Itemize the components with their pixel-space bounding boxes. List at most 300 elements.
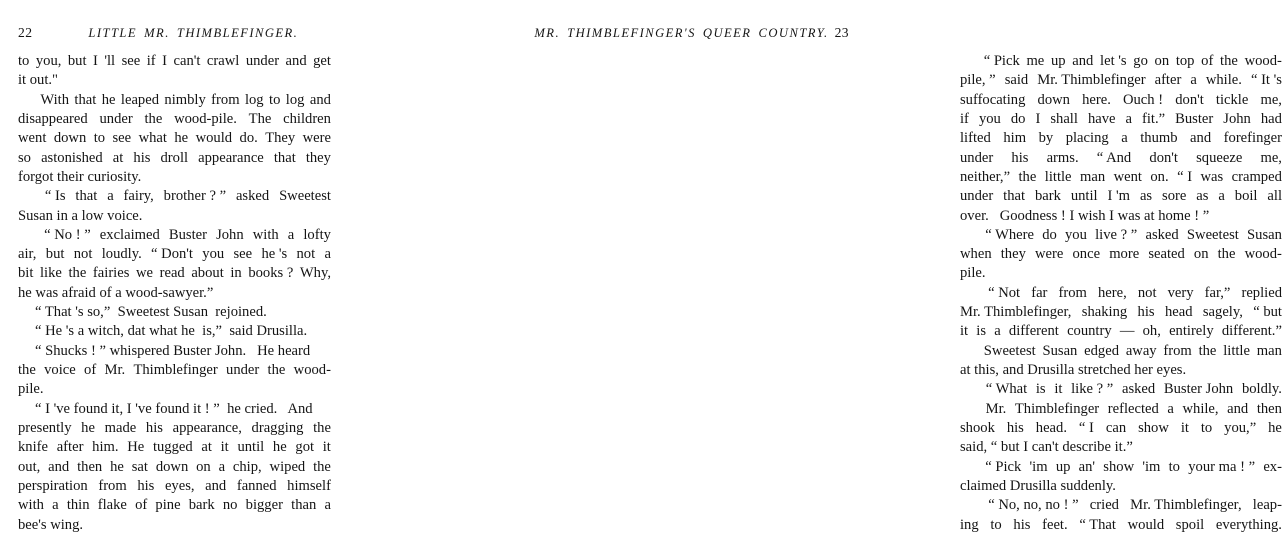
word: a	[324, 246, 331, 263]
word: let 's	[1100, 53, 1127, 69]
text-line	[18, 71, 331, 90]
word: “ Pick	[983, 53, 1020, 69]
word: boil	[1234, 188, 1258, 205]
word: Ouch !	[1122, 91, 1164, 108]
word: bit	[18, 265, 34, 282]
word: would	[1127, 516, 1165, 533]
word: pile.	[18, 381, 44, 398]
word: him	[1003, 130, 1027, 147]
word: once	[1072, 246, 1101, 263]
text-line	[18, 400, 331, 419]
word: he	[1268, 419, 1282, 436]
word: away	[1125, 342, 1157, 359]
word: fairies	[92, 265, 130, 282]
word: books ?	[248, 265, 294, 282]
text-line	[960, 91, 1282, 110]
word: ex-	[1263, 458, 1282, 475]
text-column-right	[960, 52, 1282, 535]
word: thumb	[1140, 130, 1178, 147]
word: were	[302, 130, 331, 147]
text-line	[18, 496, 331, 515]
word: “ What	[985, 381, 1028, 398]
text-line	[960, 303, 1282, 322]
word: appearance,	[172, 419, 242, 436]
word: and	[205, 477, 227, 494]
word: about	[191, 265, 224, 282]
paragraph-indent	[960, 284, 977, 303]
word: the	[1198, 342, 1217, 359]
word: arms.	[1046, 149, 1079, 166]
word: would	[195, 130, 233, 147]
word: neither,”	[960, 168, 1011, 185]
word: presently	[18, 419, 72, 436]
text-line	[18, 226, 331, 245]
word: pine	[155, 497, 181, 514]
word: John	[216, 226, 244, 243]
paragraph-indent	[960, 52, 977, 71]
word: you,	[35, 53, 62, 69]
word: different.”	[1221, 323, 1282, 340]
word: tugged	[152, 439, 193, 456]
word: droll	[160, 149, 189, 166]
word: man	[1079, 168, 1106, 185]
word: go	[1133, 53, 1148, 69]
word: then	[1256, 400, 1282, 417]
word: forgot their curiosity.	[18, 168, 142, 185]
word: country	[1067, 323, 1112, 340]
word: Sweetest	[983, 342, 1036, 359]
word: a	[52, 497, 59, 514]
word: when	[960, 246, 992, 263]
word: fit.”	[1142, 110, 1166, 127]
word: out,	[18, 458, 41, 475]
word: squeeze	[1196, 149, 1243, 166]
word: —	[1119, 323, 1135, 340]
word: man	[1256, 342, 1282, 359]
word: “ Pick	[985, 458, 1022, 475]
word: not	[73, 246, 93, 263]
word: entirely	[1169, 323, 1214, 340]
word: and	[48, 458, 70, 475]
word: the	[18, 362, 36, 378]
word: his	[137, 477, 155, 494]
word: do	[1042, 226, 1057, 243]
word: not	[1137, 284, 1157, 301]
word: me,	[1260, 91, 1282, 108]
word: an'	[1078, 458, 1096, 475]
word: said	[1004, 72, 1029, 89]
paragraph-indent	[960, 400, 977, 419]
text-line	[18, 477, 331, 496]
word: got	[295, 439, 315, 456]
word: The	[248, 110, 272, 127]
word: pile.	[960, 265, 986, 282]
word: all	[1267, 188, 1282, 205]
word: while,	[1182, 400, 1219, 417]
paragraph-indent	[960, 458, 977, 477]
word: leap-	[1252, 497, 1282, 514]
word: a	[1167, 400, 1174, 417]
word: “ I	[1177, 168, 1193, 185]
paragraph-indent	[960, 226, 977, 245]
word: “ I	[1078, 419, 1094, 436]
text-line	[960, 458, 1282, 477]
paragraph-indent	[960, 380, 977, 399]
text-line	[18, 91, 331, 110]
word: until	[237, 439, 265, 456]
word: that	[74, 91, 97, 108]
word: then	[77, 458, 103, 475]
word: astonished	[41, 149, 103, 166]
word: a	[1121, 130, 1128, 147]
word: “ but	[1253, 304, 1282, 321]
running-head-left	[18, 24, 330, 42]
word: Mr. Thimblefinger	[1037, 72, 1146, 89]
word: if	[960, 110, 969, 127]
paragraph-indent	[18, 187, 35, 206]
word: on	[1154, 53, 1170, 69]
word: do	[1010, 110, 1026, 127]
word: Mr.	[985, 400, 1007, 417]
word: that	[273, 149, 296, 166]
running-head-right	[527, 24, 849, 42]
word: it	[1180, 419, 1189, 436]
word: is	[1035, 381, 1046, 398]
word: to	[1168, 458, 1180, 475]
word: sagely,	[1202, 304, 1243, 321]
word: at	[112, 149, 124, 166]
word: the	[1217, 246, 1236, 263]
word: as	[1196, 188, 1209, 205]
word: of	[135, 497, 148, 514]
text-line	[960, 419, 1282, 438]
folio-left: 22	[18, 25, 33, 40]
text-line	[18, 187, 331, 206]
text-line	[960, 226, 1282, 245]
word: while.	[1205, 72, 1242, 89]
word: “ Don't	[151, 246, 193, 263]
word: it	[1054, 381, 1063, 398]
word: boldly.	[1241, 381, 1282, 398]
word: he	[174, 130, 189, 147]
word: me	[1026, 53, 1045, 69]
word: don't	[1149, 149, 1178, 166]
running-title-right: MR. THIMBLEFINGER'S QUEER COUNTRY.	[534, 26, 829, 40]
word: had	[1260, 110, 1282, 127]
text-line	[960, 438, 1282, 457]
word: head.	[1035, 419, 1067, 436]
text-line	[18, 516, 331, 535]
word: by	[1038, 130, 1054, 147]
word: more	[1109, 246, 1140, 263]
word: Thimblefinger	[1014, 400, 1100, 417]
word: down	[53, 130, 87, 147]
word: pile, ”	[960, 72, 996, 89]
word: to	[1200, 419, 1213, 436]
word: shaking	[1081, 304, 1128, 321]
word: Buster	[168, 226, 207, 243]
word: 'im	[1142, 458, 1161, 475]
word: tickle	[1215, 91, 1249, 108]
word: said, “ but I can't describe it.”	[960, 439, 1133, 456]
word: no	[222, 497, 238, 514]
word: 'll	[104, 53, 116, 69]
word: he	[110, 458, 124, 475]
text-line	[18, 245, 331, 264]
word: exclaimed	[99, 226, 160, 243]
word: the	[313, 419, 331, 436]
word: asked	[235, 188, 270, 205]
word: bark	[1034, 188, 1061, 205]
word: up	[1055, 458, 1071, 475]
text-line	[960, 52, 1282, 71]
text-column-left	[18, 52, 331, 535]
word: that	[1003, 188, 1026, 205]
word: little	[1223, 342, 1250, 359]
word: to	[18, 53, 30, 69]
word: Susan	[1042, 342, 1078, 359]
word: Mr. Thimblefinger,	[1130, 497, 1242, 514]
word: log	[285, 91, 305, 108]
word: we	[135, 265, 154, 282]
text-line	[960, 361, 1282, 380]
word: went	[18, 130, 47, 147]
word: the	[144, 110, 163, 127]
word: the	[68, 265, 87, 282]
word: went	[1113, 168, 1142, 185]
word: a	[287, 226, 295, 243]
text-line	[960, 264, 1282, 283]
word: far,”	[1204, 284, 1231, 301]
word: Buster	[1175, 110, 1214, 127]
word: he	[101, 91, 116, 108]
running-title-left: LITTLE MR. THIMBLEFINGER.	[88, 26, 299, 40]
word: perspiration	[18, 477, 88, 494]
word: and	[309, 91, 331, 108]
word: from	[1058, 284, 1087, 301]
word: I	[93, 53, 98, 69]
word: asked	[1121, 381, 1156, 398]
word: what	[138, 130, 167, 147]
text-line	[960, 207, 1282, 226]
word: can't	[173, 53, 201, 69]
word: wood-	[1244, 246, 1282, 263]
word: after	[1154, 72, 1182, 89]
word: they	[1000, 246, 1026, 263]
word: the	[1220, 53, 1238, 69]
word: with	[18, 497, 44, 514]
text-line	[18, 129, 331, 148]
word: ing	[960, 516, 979, 533]
word: his	[133, 149, 151, 166]
word: different	[1008, 323, 1059, 340]
folio-right: 23	[834, 25, 849, 40]
word: “ No ! ”	[44, 226, 91, 243]
word: thin	[66, 497, 90, 514]
word: crawl	[206, 53, 240, 69]
word: bark	[188, 497, 215, 514]
word: children	[283, 110, 331, 127]
word: Sweetest	[279, 188, 331, 205]
word: under	[245, 53, 280, 69]
page-right	[432, 0, 1282, 533]
word: his	[1011, 149, 1029, 166]
word: and	[1190, 130, 1212, 147]
word: far	[1031, 284, 1048, 301]
word: bee's wing.	[18, 516, 84, 533]
word: up	[1050, 53, 1066, 69]
word: his	[1137, 304, 1155, 321]
word: don't	[1175, 91, 1204, 108]
word: they	[305, 149, 331, 166]
word: until	[1070, 188, 1098, 205]
word: air,	[18, 246, 37, 263]
word: dragging	[251, 419, 304, 436]
word: you	[202, 246, 225, 263]
paragraph-indent	[18, 91, 35, 110]
text-line	[18, 110, 331, 129]
word: little	[1044, 168, 1072, 185]
text-line	[960, 342, 1282, 361]
word: edged	[1084, 342, 1120, 359]
word: him.	[92, 439, 119, 456]
text-line	[960, 168, 1282, 187]
text-line	[18, 458, 331, 477]
word: I	[162, 53, 168, 69]
word: he	[81, 419, 95, 436]
text-line	[18, 284, 331, 303]
word: lifted	[960, 130, 991, 147]
word: eyes,	[164, 477, 195, 494]
text-line	[960, 110, 1282, 129]
word: but	[67, 53, 87, 69]
text-line	[18, 322, 331, 341]
text-line	[18, 303, 331, 322]
word: his	[145, 419, 163, 436]
word: “ Is	[44, 188, 66, 205]
word: a	[1125, 110, 1132, 127]
word: wood-	[1244, 53, 1282, 69]
word: disappeared	[18, 110, 88, 127]
word: down	[155, 458, 189, 475]
word: it	[220, 439, 229, 456]
word: is	[976, 323, 987, 340]
word: on.	[1150, 168, 1169, 185]
word: with	[252, 226, 279, 243]
text-line	[960, 380, 1282, 399]
word: Susan in a low voice.	[18, 207, 143, 224]
word: like ? ”	[1071, 381, 1114, 398]
word: from	[1163, 342, 1192, 359]
word: “ No, no, no ! ”	[988, 497, 1079, 514]
text-line	[960, 129, 1282, 148]
word: They	[265, 130, 296, 147]
word: 'im	[1029, 458, 1048, 475]
word: sore	[1162, 188, 1187, 205]
text-line	[960, 496, 1282, 515]
word: Thimblefinger	[133, 362, 218, 378]
word: wood-pile.	[174, 110, 237, 127]
word: it out."	[18, 72, 59, 89]
word: and	[285, 53, 307, 69]
word: lofty	[303, 226, 331, 243]
text-line	[18, 149, 331, 168]
paragraph-indent	[960, 496, 977, 515]
word: John	[1223, 110, 1251, 127]
word: Sweetest	[1186, 226, 1239, 243]
text-line	[960, 322, 1282, 341]
word: and	[1072, 53, 1094, 69]
word: have	[1087, 110, 1116, 127]
word: at this, and Drusilla stretched her eyes.	[960, 362, 1187, 378]
text-line	[18, 207, 331, 226]
word: everything.	[1215, 516, 1282, 533]
word: that	[75, 188, 98, 205]
word: a	[218, 458, 226, 475]
paragraph-indent	[960, 342, 977, 361]
word: log	[244, 91, 264, 108]
word: see	[233, 246, 253, 263]
word: were	[1035, 246, 1064, 263]
word: Mr. Thimblefinger,	[960, 304, 1072, 321]
word: “ He 's a witch, dat what he is,” said Drusilla.	[35, 323, 308, 340]
word: sat	[131, 458, 148, 475]
word: your ma ! ”	[1188, 458, 1256, 475]
word: fairy,	[123, 188, 154, 205]
word: “ Not	[988, 284, 1021, 301]
paragraph-indent	[18, 226, 35, 245]
word: and	[1227, 400, 1249, 417]
text-line	[960, 71, 1282, 90]
word: oh,	[1142, 323, 1161, 340]
word: see	[112, 130, 132, 147]
word: than	[291, 497, 317, 514]
text-line	[960, 477, 1282, 496]
word: brother ? ”	[163, 188, 227, 205]
text-line	[18, 264, 331, 283]
word: not	[296, 246, 316, 263]
word: after	[56, 439, 84, 456]
word: shall	[1050, 110, 1078, 127]
word: Susan	[1247, 226, 1282, 243]
word: He	[127, 439, 145, 456]
word: head	[1164, 304, 1193, 321]
word: can	[1105, 419, 1127, 436]
word: “ And	[1096, 149, 1132, 166]
word: suffocating	[960, 91, 1026, 108]
word: under	[226, 362, 260, 378]
word: under	[99, 110, 133, 127]
word: a	[1190, 72, 1197, 89]
word: he	[272, 439, 287, 456]
word: himself	[287, 477, 331, 494]
word: “ Where	[985, 226, 1034, 243]
word: Mr.	[104, 362, 126, 378]
word: leaped	[120, 91, 159, 108]
word: “ It 's	[1250, 72, 1282, 89]
text-line	[960, 516, 1282, 535]
word: bigger	[245, 497, 283, 514]
word: was	[1200, 168, 1224, 185]
word: it	[960, 323, 969, 340]
word: seated	[1148, 246, 1185, 263]
word: you,”	[1224, 419, 1257, 436]
word: read	[159, 265, 185, 282]
word: forefinger	[1223, 130, 1282, 147]
word: get	[313, 53, 331, 69]
word: wiped	[269, 458, 306, 475]
word: but	[45, 246, 65, 263]
